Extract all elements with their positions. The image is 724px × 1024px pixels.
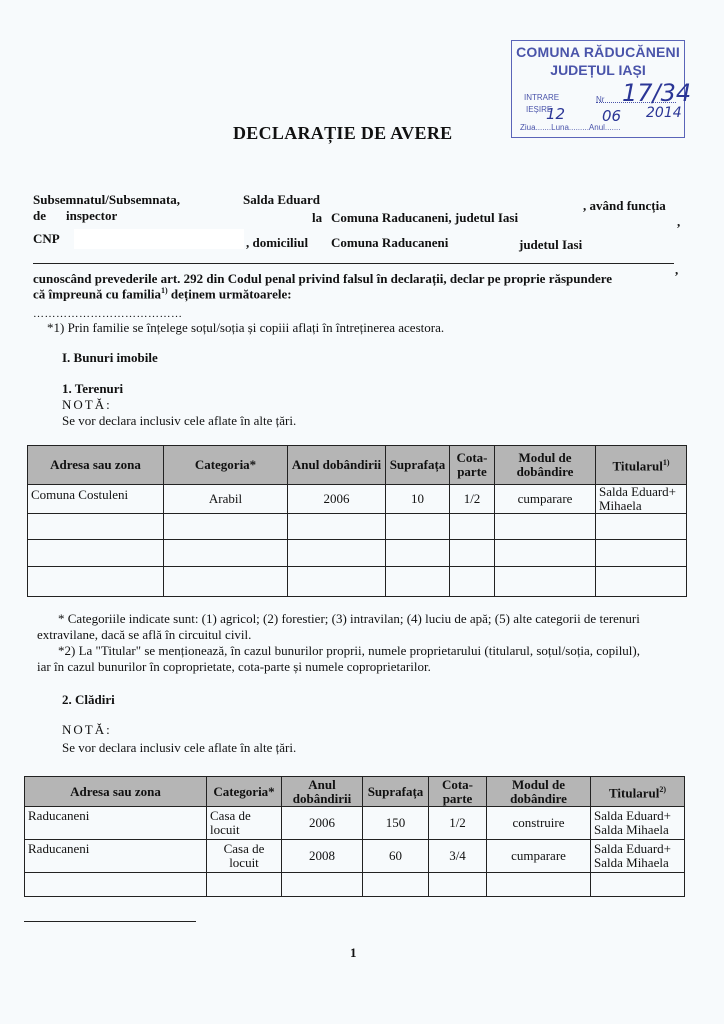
titular-line2: Salda Mihaela (594, 855, 669, 870)
col-header: Adresa sau zona (25, 777, 207, 807)
subheading-cladiri: 2. Clădiri (62, 692, 115, 707)
footnote-family: *1) Prin familie se înțelege soțul/soția și copiii aflați în întreținerea acestora. (47, 320, 445, 335)
categoria-line2: locuit (229, 855, 259, 870)
col-header: Cota-parte (429, 777, 487, 807)
cell-suprafata: 10 (386, 485, 450, 514)
stamp-dots (596, 102, 676, 103)
categoria-line1: Casa de (223, 841, 265, 856)
stamp-nr-label: Nr (596, 95, 605, 104)
cell-anul: 2006 (282, 807, 363, 840)
col-header: Suprafața (386, 446, 450, 485)
col-header: Anul dobândirii (282, 777, 363, 807)
avand-functia-label: , având funcția (583, 198, 666, 213)
stamp-date-labels: Ziua.......Luna.........Anul....... (520, 123, 621, 132)
stamp-year: 2014 (646, 105, 682, 121)
col-header: Anul dobândirii (288, 446, 386, 485)
categoria-line2: locuit (210, 822, 240, 837)
titular-line1: Salda Eduard+ (599, 484, 677, 499)
domiciliul-label: , domiciliul (246, 235, 309, 250)
cnp-redacted (74, 229, 244, 249)
stamp-line1: COMUNA RĂDUCĂNENI (516, 44, 680, 60)
intro-line2 (33, 286, 292, 302)
col-header: Modul de dobândire (487, 777, 591, 807)
titular-line1: Salda Eduard+ (594, 841, 672, 856)
cell-suprafata: 60 (363, 840, 429, 873)
col-header-titular (596, 446, 687, 485)
nota-text-1: Se vor declara inclusiv cele aflate în alte țări. (62, 413, 297, 428)
cell-anul: 2006 (288, 485, 386, 514)
table-row-empty (28, 540, 687, 567)
cell-titular (596, 485, 687, 514)
table-row (25, 807, 685, 840)
table-row (28, 485, 687, 514)
footnote-rule (24, 921, 196, 922)
note-titular-line1: *2) La "Titular" se menționează, în cazul bunurilor proprii, numele proprietarului (titularul, soțul/soția, copilul), (58, 643, 640, 658)
col-header: Cota-parte (450, 446, 495, 485)
nota-text-2: Se vor declara inclusiv cele aflate în alte țări. (62, 740, 297, 755)
comma-2: , (675, 262, 679, 277)
stamp-iesire: IEȘIRE (526, 105, 553, 114)
header-rule (33, 263, 674, 264)
subsemnatul-label: Subsemnatul/Subsemnata, (33, 192, 181, 207)
cell-cota: 1/2 (450, 485, 495, 514)
note-categorii-line2: extravilane, dacă se află în circuitul civil. (37, 627, 252, 642)
stamp-number: 17/34 (622, 79, 692, 107)
stamp-day: 12 (546, 105, 566, 123)
institution: Comuna Raducaneni, judetul Iasi (331, 210, 519, 225)
stamp-intrare: INTRARE (524, 93, 560, 102)
nota-label-2: NOTĂ: (62, 722, 112, 737)
stamp-month: 06 (602, 107, 622, 125)
cell-adresa: Raducaneni (25, 807, 207, 840)
cladiri-table (24, 776, 685, 897)
intro-line2-a: că împreună cu familia (33, 286, 161, 302)
cell-cota: 3/4 (429, 840, 487, 873)
titular-sup: 1) (662, 458, 670, 468)
table-row-empty (28, 514, 687, 540)
cell-modul: construire (487, 807, 591, 840)
terenuri-table (27, 445, 687, 597)
col-header: Adresa sau zona (28, 446, 164, 485)
cell-suprafata: 150 (363, 807, 429, 840)
cell-adresa: Comuna Costuleni (28, 485, 164, 514)
registration-stamp (511, 40, 692, 138)
titular-sup: 2) (659, 784, 666, 794)
categoria-line1: Casa de (210, 808, 251, 823)
cell-categoria (207, 807, 282, 840)
cell-titular (591, 807, 685, 840)
titular-line2: Mihaela (599, 498, 642, 513)
cell-modul: cumparare (495, 485, 596, 514)
domicile: Comuna Raducaneni (331, 235, 449, 250)
col-header: Modul de dobândire (495, 446, 596, 485)
col-header: Categoria* (207, 777, 282, 807)
page-number: 1 (350, 945, 357, 960)
page-title: DECLARAȚIE DE AVERE (233, 123, 453, 143)
declarant-name: Salda Eduard (243, 192, 320, 207)
col-header-titular-text: Titularul (608, 785, 660, 801)
note-titular-line2: iar în cazul bunurilor în coproprietate, cota-parte și numele coproprietarilor. (37, 659, 431, 674)
section-heading-bunuri-imobile: I. Bunuri imobile (62, 350, 158, 365)
cell-cota: 1/2 (429, 807, 487, 840)
titular-line1: Salda Eduard+ (594, 808, 672, 823)
de-label: de (33, 208, 46, 223)
col-header: Suprafața (363, 777, 429, 807)
cell-anul: 2008 (282, 840, 363, 873)
intro-sup: 1) (160, 286, 168, 295)
table-row (25, 840, 685, 873)
stamp-line2: JUDEȚUL IAȘI (550, 62, 646, 78)
cnp-label: CNP (33, 231, 60, 246)
titular-line2: Salda Mihaela (594, 822, 669, 837)
col-header-titular (591, 777, 685, 807)
declarant-function: inspector (66, 208, 118, 223)
intro-line1: cunoscând prevederile art. 292 din Codul penal privind falsul în declarații, declar pe proprie răspundere (33, 271, 613, 286)
table-row-empty (25, 873, 685, 897)
comma-1: , (677, 214, 681, 229)
note-categorii-line1: * Categoriile indicate sunt: (1) agricol; (2) forestier; (3) intravilan; (4) luciu de apă; (5) alte categorii de terenuri (58, 611, 640, 626)
col-header-titular-text: Titularul (612, 458, 663, 474)
nota-label-1: NOTĂ: (62, 397, 112, 412)
intro-line2-b: deținem următoarele: (167, 286, 292, 302)
subheading-terenuri: 1. Terenuri (62, 381, 124, 396)
cell-categoria (207, 840, 282, 873)
cell-modul: cumparare (487, 840, 591, 873)
la-label: la (312, 210, 323, 225)
county: judetul Iasi (519, 237, 583, 252)
cell-adresa: Raducaneni (25, 840, 207, 873)
cell-categoria: Arabil (164, 485, 288, 514)
table-row-empty (28, 567, 687, 597)
cell-titular (591, 840, 685, 873)
col-header: Categoria* (164, 446, 288, 485)
dots-line: ………………………………… (33, 308, 183, 320)
